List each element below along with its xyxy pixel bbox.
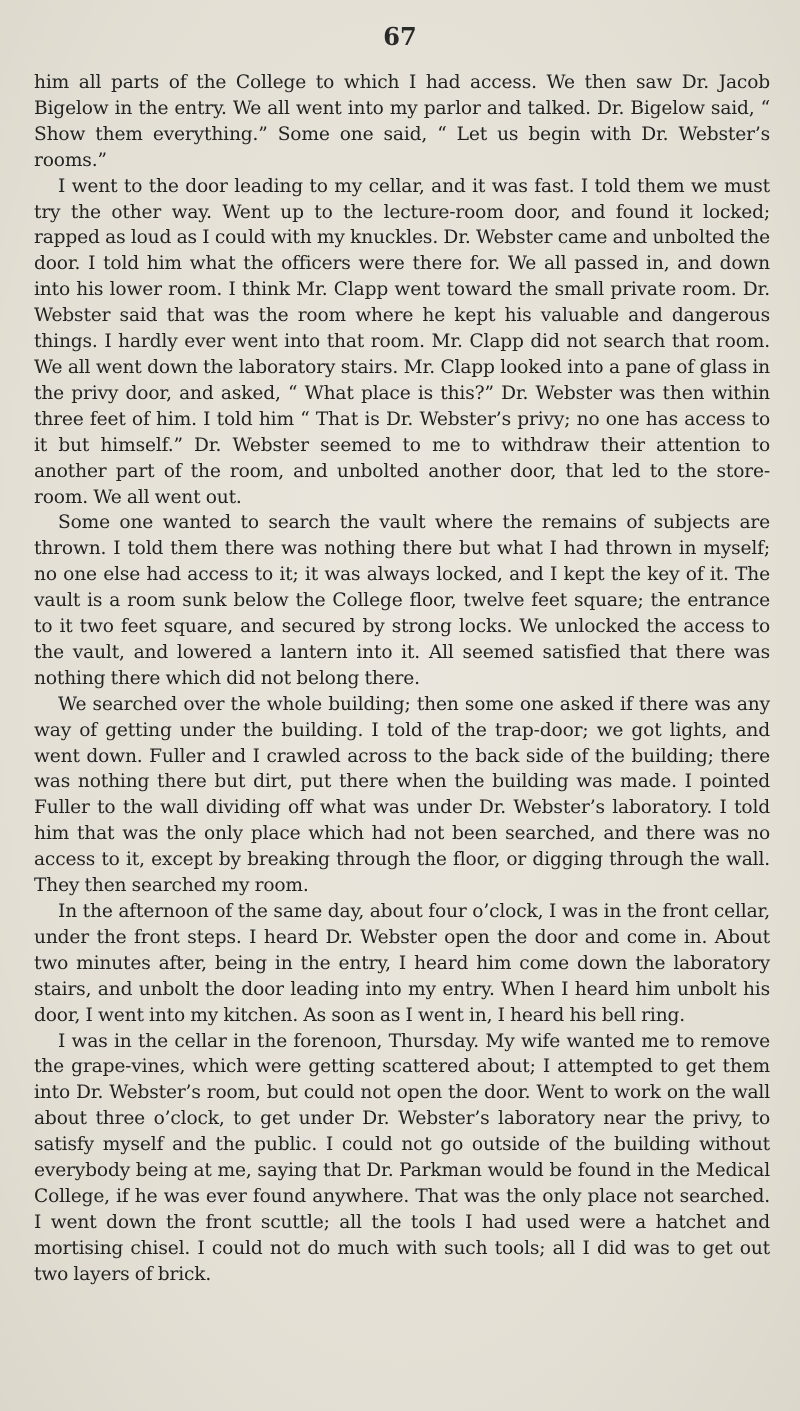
- paragraph: I was in the cellar in the forenoon, Thursday. My wife wanted me to remove the grape-vines, which were getting scattered about; I attempted to get them into Dr. Webster’s room, but could not open the door. Went to work on the wall about three o’clock, to get under Dr. Webster’s laboratory near the privy, to satisfy myself and the public. I could not go outside of the building without everybody being at me, saying that Dr. Parkman would be found in the Medical College, if he was ever found anywhere. That was the only place not searched. I went down the front scuttle; all the tools I had used were a hatchet and mortising chisel. I could not do much with such tools; all I did was to get out two layers of brick.: [34, 1030, 770, 1285]
- page-number: 67: [383, 22, 417, 51]
- paragraph: Some one wanted to search the vault where the remains of subjects are thrown. I told them there was nothing there but what I had thrown in myself; no one else had access to it; it was always locked, and I kept the key of it. The vault is a room sunk below the College floor, twelve feet square; the entrance to it two feet square, and secured by strong locks. We unlocked the access to the vault, and lowered a lantern into it. All seemed satisfied that there was nothing there which did not belong there.: [34, 512, 770, 689]
- paragraph: I went to the door leading to my cellar, and it was fast. I told them we must try the other way. Went up to the lecture-room door, and found it locked; rapped as loud as I could with my knuckles. Dr. Webster came and unbolted the door. I told him what the officers were there for. We all passed in, and down into his lower room. I think Mr. Clapp went toward the small private room. Dr. Webster said that was the room where he kept his valuable and dangerous things. I hardly ever went into that room. Mr. Clapp did not search that room. We all went down the laboratory stairs. Mr. Clapp looked into a pane of glass in the privy door, and asked, “ What place is this?” Dr. Webster was then within three feet of him. I told him “ That is Dr. Webster’s privy; no one has access to it but himself.” Dr. Webster seemed to me to withdraw their attention to another part of the room, and unbolted another door, that led to the store-room. We all went out.: [34, 175, 770, 508]
- paragraph: In the afternoon of the same day, about four o’clock, I was in the front cellar, under the front steps. I heard Dr. Webster open the door and come in. About two minutes after, being in the entry, I heard him come down the laboratory stairs, and unbolt the door leading into my entry. When I heard him unbolt his door, I went into my kitchen. As soon as I went in, I heard his bell ring.: [34, 901, 770, 1026]
- paragraph: We searched over the whole building; then some one asked if there was any way of getting under the building. I told of the trap-door; we got lights, and went down. Fuller and I crawled across to the back side of the building; there was nothing there but dirt, put there when the building was made. I pointed Fuller to the wall dividing off what was under Dr. Webster’s laboratory. I told him that was the only place which had not been searched, and there was no access to it, except by breaking through the floor, or digging through the wall. They then searched my room.: [34, 693, 770, 897]
- page-body: [34, 70, 770, 1288]
- paragraph-continued: him all parts of the College to which I had access. We then saw Dr. Jacob Bigelow in the entry. We all went into my parlor and talked. Dr. Bigelow said, “ Show them everything.” Some one said, “ Let us begin with Dr. Webster’s rooms.”: [34, 72, 770, 171]
